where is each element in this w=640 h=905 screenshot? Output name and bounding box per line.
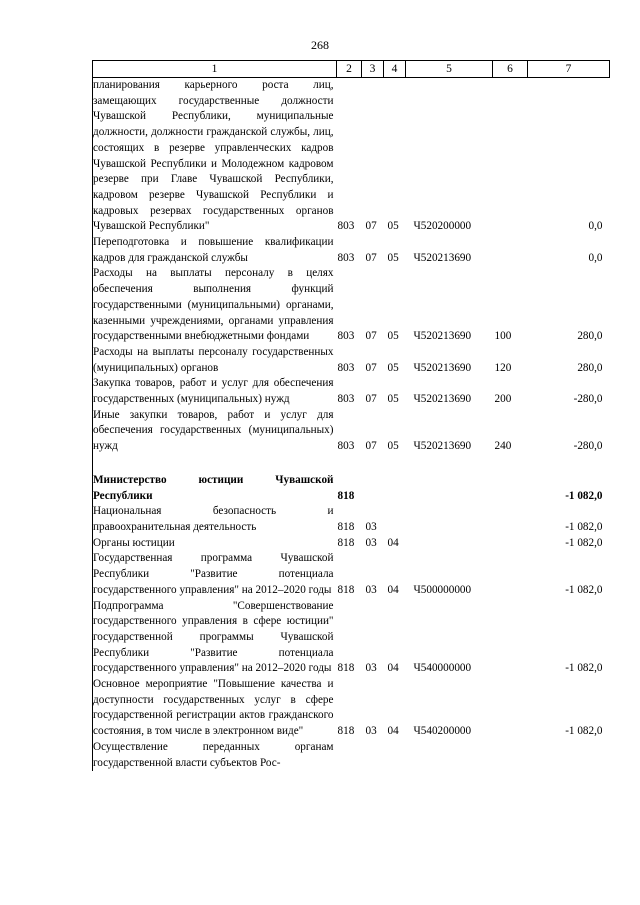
row-code-section xyxy=(362,473,384,504)
row-code-subsection: 05 xyxy=(387,251,399,264)
row-code-target: Ч540000000 xyxy=(413,662,472,675)
row-name: Основное мероприятие "Повышение качества и доступности государственных услуг в сфере государственной регистрации актов гражданского состояния, в том числе в электронном виде" xyxy=(93,677,337,740)
row-amount: 280,0 xyxy=(577,361,603,374)
row-code-ministry: 803 xyxy=(337,393,355,406)
row-code-section: 03 xyxy=(365,662,377,675)
table-row xyxy=(93,235,610,266)
column-header-6: 6 xyxy=(493,61,528,78)
header-row xyxy=(93,61,610,78)
row-code-subsection: 05 xyxy=(387,220,399,233)
row-code-ministry: 818 xyxy=(337,662,355,675)
row-code-section: 07 xyxy=(365,220,377,233)
row-name: Министерство юстиции Чувашской Республики xyxy=(93,473,337,504)
column-header-7: 7 xyxy=(528,61,610,78)
row-code-section: 07 xyxy=(365,440,377,453)
row-amount: -280,0 xyxy=(573,440,603,453)
budget-table xyxy=(92,60,610,771)
row-code-subsection: 04 xyxy=(387,725,399,738)
row-code-ministry: 818 xyxy=(337,536,355,549)
row-amount: 280,0 xyxy=(577,330,603,343)
table-row xyxy=(93,551,610,598)
table-row xyxy=(93,345,610,376)
row-code-target: Ч520213690 xyxy=(413,361,472,374)
row-code-ministry: 818 xyxy=(337,489,355,502)
row-code-section: 07 xyxy=(365,330,377,343)
row-code-section: 07 xyxy=(365,251,377,264)
table-row xyxy=(93,599,610,678)
row-code-ministry: 803 xyxy=(337,220,355,233)
row-code-section: 03 xyxy=(365,536,377,549)
row-code-target: Ч500000000 xyxy=(413,583,472,596)
table-row xyxy=(93,677,610,740)
table-row xyxy=(93,408,610,455)
row-code-target xyxy=(406,504,493,535)
row-code-subsection: 05 xyxy=(387,330,399,343)
row-name: Расходы на выплаты персоналу в целях обеспечения выполнения функций государственными (муниципальными) органами, казенными учреждениями, органами управления государственными внебюджетными фондами xyxy=(93,266,337,345)
row-code-section: 03 xyxy=(365,520,377,533)
row-name: Органы юстиции xyxy=(93,536,337,552)
row-amount: -1 082,0 xyxy=(565,725,603,738)
row-code-expense-type xyxy=(493,536,528,552)
row-code-target xyxy=(406,473,493,504)
row-code-expense-type xyxy=(493,473,528,504)
row-code-ministry xyxy=(337,740,362,771)
table-row xyxy=(93,266,610,345)
row-amount xyxy=(528,740,610,771)
row-amount: -1 082,0 xyxy=(565,583,603,596)
row-amount: -280,0 xyxy=(573,393,603,406)
row-code-ministry: 803 xyxy=(337,440,355,453)
row-code-subsection xyxy=(384,473,406,504)
row-name: планирования карьерного роста лиц, замещающих государственные должности Чувашской Республики, муниципальные должности, должности гражданской службы, лиц, состоящих в резерве управленческих кадров Чувашской Республики и Молодежном кадровом резерве при Главе Чувашской Республики, кадровом резерве Чувашской Республики и кадровых резервах государственных органов Чувашской Республики" xyxy=(93,78,337,236)
row-code-target: Ч520213690 xyxy=(413,330,472,343)
row-code-subsection xyxy=(384,740,406,771)
row-amount: -1 082,0 xyxy=(565,536,603,549)
row-code-target xyxy=(406,536,493,552)
row-name: Расходы на выплаты персоналу государственных (муниципальных) органов xyxy=(93,345,337,376)
column-header-3: 3 xyxy=(362,61,384,78)
row-code-target: Ч520213690 xyxy=(413,393,472,406)
row-code-ministry: 803 xyxy=(337,361,355,374)
row-name: Национальная безопасность и правоохранительная деятельность xyxy=(93,504,337,535)
row-code-section: 03 xyxy=(365,725,377,738)
row-code-section: 07 xyxy=(365,361,377,374)
row-code-subsection: 04 xyxy=(387,583,399,596)
row-code-expense-type xyxy=(493,235,528,266)
column-header-1: 1 xyxy=(93,61,337,78)
row-code-expense-type xyxy=(493,740,528,771)
row-amount: -1 082,0 xyxy=(565,520,603,533)
row-code-expense-type xyxy=(493,551,528,598)
table-row xyxy=(93,536,610,552)
row-code-expense-type: 120 xyxy=(494,361,512,374)
table-row xyxy=(93,473,610,504)
row-code-section xyxy=(362,740,384,771)
row-code-ministry: 803 xyxy=(337,251,355,264)
row-code-section: 03 xyxy=(365,583,377,596)
column-header-4: 4 xyxy=(384,61,406,78)
table-row xyxy=(93,504,610,535)
row-amount: 0,0 xyxy=(588,220,603,233)
row-code-subsection: 04 xyxy=(387,536,399,549)
row-code-subsection xyxy=(384,504,406,535)
page-number: 268 xyxy=(311,38,329,52)
row-code-expense-type xyxy=(493,78,528,236)
table-header xyxy=(93,61,610,78)
row-amount: 0,0 xyxy=(588,251,603,264)
row-amount: -1 082,0 xyxy=(565,489,603,502)
column-header-5: 5 xyxy=(406,61,493,78)
row-code-expense-type xyxy=(493,599,528,678)
column-header-2: 2 xyxy=(337,61,362,78)
row-name: Подпрограмма "Совершенствование государственного управления в сфере юстиции" государственной программы Чувашской Республики "Развитие потенциала государственного управления" на 2012–2020 годы xyxy=(93,599,337,678)
table-row xyxy=(93,78,610,236)
row-code-target xyxy=(406,740,493,771)
row-code-expense-type: 100 xyxy=(494,330,512,343)
row-name: Закупка товаров, работ и услуг для обеспечения государственных (муниципальных) нужд xyxy=(93,376,337,407)
row-code-section: 07 xyxy=(365,393,377,406)
table-row xyxy=(93,376,610,407)
row-code-subsection: 04 xyxy=(387,662,399,675)
row-code-expense-type xyxy=(493,504,528,535)
row-code-ministry: 818 xyxy=(337,583,355,596)
row-name: Иные закупки товаров, работ и услуг для обеспечения государственных (муниципальных) нужд xyxy=(93,408,337,455)
table-body xyxy=(93,78,610,772)
row-code-subsection: 05 xyxy=(387,440,399,453)
row-code-subsection: 05 xyxy=(387,361,399,374)
row-name: Осуществление переданных органам государственной власти субъектов Рос- xyxy=(93,740,337,771)
row-code-ministry: 818 xyxy=(337,725,355,738)
spacer-row xyxy=(93,455,610,473)
row-code-target: Ч540200000 xyxy=(413,725,472,738)
row-code-subsection: 05 xyxy=(387,393,399,406)
row-code-target: Ч520213690 xyxy=(413,440,472,453)
row-code-expense-type: 240 xyxy=(494,440,512,453)
row-code-target: Ч520200000 xyxy=(413,220,472,233)
row-name: Государственная программа Чувашской Республики "Развитие потенциала государственного управления" на 2012–2020 годы xyxy=(93,551,337,598)
table-row xyxy=(93,740,610,771)
row-code-ministry: 818 xyxy=(337,520,355,533)
row-amount: -1 082,0 xyxy=(565,662,603,675)
row-code-expense-type xyxy=(493,677,528,740)
row-code-expense-type: 200 xyxy=(494,393,512,406)
spacer-cell xyxy=(93,455,610,473)
row-code-ministry: 803 xyxy=(337,330,355,343)
row-name: Переподготовка и повышение квалификации кадров для гражданской службы xyxy=(93,235,337,266)
row-code-target: Ч520213690 xyxy=(413,251,472,264)
